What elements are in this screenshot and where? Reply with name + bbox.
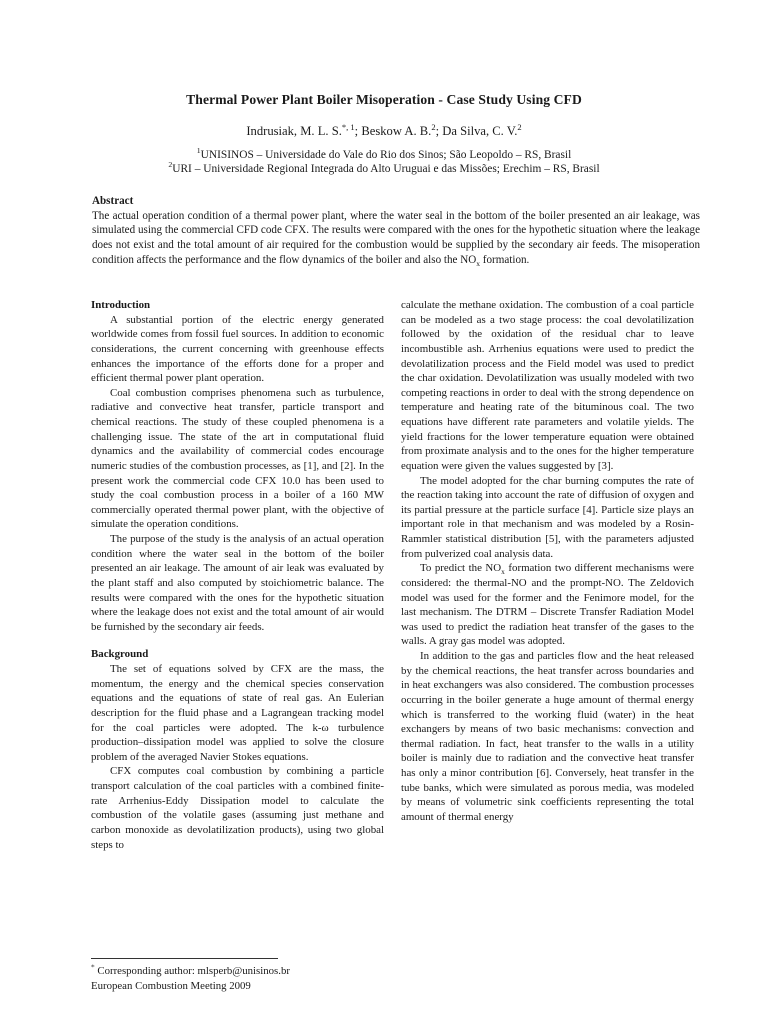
right-paragraph-4: In addition to the gas and particles flow and the heat released by the chemical reactions, the heat transfer across boundaries and in heat exchangers was also considered. The combustion processes occurring in the boiler generate a huge amount of thermal energy which is transferred to the working fluid (water) in the heat exchangers by means of two basic mechanisms: convection and thermal radiation. In fact, heat transfer to the walls in a utility boiler is mainly due to radiation and the convective heat transfer has only a minor contribution [6]. Conversely, heat transfer in the tube banks, which were simulated as porous media, was modeled by means of volumetric sink coefficients representing the total amount of thermal energy <box>401 650 694 823</box>
right-paragraph-2: The model adopted for the char burning computes the rate of the reaction taking into account the rate of diffusion of oxygen and its partial pressure at the particle surface [4]. Particle size plays an important role in that mechanism and was modeled by a Rosin-Rammler statistical distribution [5], with the parameters adjusted from pulverized coal analysis data. <box>401 474 694 560</box>
introduction-paragraph-2: Coal combustion comprises phenomena such as turbulence, radiative and convective heat transfer, particle transport and chemical reactions. The study of these coupled phenomena is a challenging issue. The state of the art in computational fluid dynamics and the availability of commercial codes encourage numeric studies of the combustion processes, as [1], and [2]. In the present work the commercial code CFX 10.0 has been used to study the coal combustion process in a boiler of a 160 MW commercially operated thermal power plant, with the objective of simulate the operation conditions. <box>91 386 384 531</box>
abstract-heading: Abstract <box>92 195 134 207</box>
right-paragraph-1: calculate the methane oxidation. The combustion of a coal particle can be modeled as a two stage process: the coal devolatilization followed by the oxidation of the residual char to leave incombustible ash. Arrhenius equations were used to predict the devolatilization process and the Field model was used to predict the char oxidation. Devolatilization was usually modeled with two competing reactions in order to deal with the strong dependence on temperature and heating rate of the bituminous coal. The two equations have different rate parameters and volatile yields. The yield fractions for the lower temperature equation were obtained from proximate analysis and to the ones for the higher temperature equation were given the values suggested by [3]. <box>401 299 694 472</box>
right-column <box>401 298 694 825</box>
affiliation-1: $^1$UNISINOS – Universidade do Vale do Rio dos Sinos; São Leopoldo – RS, Brasil <box>196 146 572 161</box>
left-column <box>91 298 384 852</box>
affiliation-2: $^2$URI – Universidade Regional Integrada do Alto Uruguai e das Missões; Erechim – RS, Brasil <box>168 160 600 175</box>
author-3-mark: 2 <box>517 121 522 132</box>
paper-title: Thermal Power Plant Boiler Misoperation - Case Study Using CFD <box>186 92 582 107</box>
author-line: Indrusiak, M. L. S.$^{*, 1}$; Beskow A. B.$^2$; Da Silva, C. V.$^2$ <box>246 121 522 138</box>
introduction-heading: Introduction <box>91 299 151 311</box>
background-heading: Background <box>91 648 149 661</box>
author-1-mark: *, 1 <box>341 121 355 132</box>
author-2-mark: 2 <box>431 121 436 132</box>
author-3: Da Silva, C. V. <box>442 124 518 138</box>
footnote: * Corresponding author: mlsperb@unisinos.br <box>91 962 290 977</box>
background-paragraph-1: The set of equations solved by CFX are the mass, the momentum, the energy and the chemical species conservation equations and the equations of state of real gas. An Eulerian description for the fluid phase and a Lagrangean tracking model for the coal particles were adopted. The k-ω turbulence production–dissipation model was applied to solve the closure problem of the averaged Navier Stokes equations. <box>91 663 384 763</box>
abstract-text: The actual operation condition of a thermal power plant, where the water seal in the bottom of the boiler presented an air leakage, was simulated using the commercial CFD code CFX. The results were compared with the ones for the hypothetic situation where the leakage does not exist and the total amount of air required for the combustion would be supplied by the secondary air feeds. The misoperation condition affects the performance and the flow dynamics of the boiler and also the $NO_x$ formation. <box>92 209 700 269</box>
right-paragraph-3: To predict the $NO_x$ formation two different mechanisms were considered: the thermal-NO and the prompt-NO. The Zeldovich model was used for the former and the Fenimore model, for the last mechanism. The DTRM – Discrete Transfer Radiation Model was used to predict the radiation heat transfer of the gases to the walls. A gray gas model was adopted. <box>401 562 694 648</box>
page-footer: European Combustion Meeting 2009 <box>91 980 251 992</box>
author-2: Beskow A. B. <box>361 124 432 138</box>
introduction-paragraph-1: A substantial portion of the electric energy generated worldwide comes from fossil fuel sources. In addition to economic considerations, the current concerning with greenhouse effects enhances the importance of the efforts done for a proper and efficient thermal power plant operation. <box>91 313 384 385</box>
introduction-paragraph-3: The purpose of the study is the analysis of an actual operation condition where the water seal in the bottom of the boiler presented an air leakage. The amount of air leak was evaluated by the plant staff and also computed by stoichiometric balance. The results were compared with the ones for the hypothetic situation where the leakage does not exist and the total amount of air would be furnished by the secondary air feeds. <box>91 533 384 633</box>
abstract-section <box>92 194 700 268</box>
footnote-rule <box>91 958 278 959</box>
background-paragraph-2: CFX computes coal combustion by combining a particle transport calculation of the coal particles with a combined finite-rate Arrhenius-Eddy Dissipation model to calculate the combustion of the volatile gases (assuming just methane and carbon monoxide as devolatilization products), using two global steps to <box>91 765 384 851</box>
author-1: Indrusiak, M. L. S. <box>246 124 342 138</box>
